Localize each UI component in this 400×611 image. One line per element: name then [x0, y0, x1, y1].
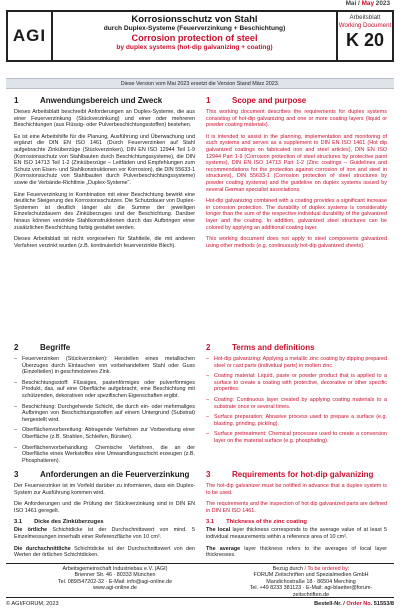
- section-3-text-en: [206, 483, 387, 564]
- paragraph: This working document does not apply to steel components galvanized using other methods (e.g. continuously hot-dip galvanized sheets).: [206, 236, 387, 249]
- section-2-heading-de: 2 Begriffe: [14, 343, 71, 352]
- list-item: – Beschichtungsstoff: Flüssiges, pastenförmiges oder pulverförmiges Produkt, das, auf eine Oberfläche aufgebracht, eine Beschichtung mit schützenden, dekorativen oder spezifischen Eigenschaften ergibt.: [14, 380, 195, 400]
- paragraph: Dieses Arbeitsblatt beschreibt Anforderungen an Duplex-Systeme, die aus einer Feuerverzinkung (Stückverzinkung) und einer oder mehreren Beschichtungen (aus Flüssig- oder Pulverbeschichtungsstoffen) bestehen.: [14, 109, 195, 129]
- agi-logo: AGI: [6, 10, 53, 62]
- section-2-list-en: [206, 356, 387, 449]
- sheet-id-box: [336, 10, 394, 62]
- paragraph: Eine Feuerverzinkung in Kombination mit einer Beschichtung bewirkt eine deutliche Steigerung des Korrosionsschutzes. Die Schutzdauer von Duplex-Systemen ist deutlich länger als die Summe der jeweiligen Einzelschutzdauern des Zinküberzuges und der Beschichtung. Darüber hinaus können verzinkte Stahlkonstruktionen durch das Aufbringen einer zusätzlichen Beschichtung farbig gestaltet werden.: [14, 191, 195, 231]
- sheet-label-de: Arbeitsblatt: [349, 14, 381, 21]
- paragraph: Hot-dip galvanizing combined with a coating provides a significant increase in corrosion protection. The durability of duplex systems is considerably longer than the sum of the respective individual durability of the galvanized layer and the coating. In addition, galvanized steel structures can be colored by applying an additional coating layer.: [206, 198, 387, 231]
- paragraph: This working document describes the requirements for duplex systems consisting of hot-dip galvanizing and one or more coating layers (liquid or powder coating materials).: [206, 109, 387, 129]
- list-item: – Surface pretreatment: Chemical processes used to create a conversion layer on the material surface (e.g. phosphating).: [206, 431, 387, 444]
- list-item: – Coating: Continuous layer created by applying coating materials to a substrate once or several times.: [206, 397, 387, 410]
- section-1-heading-en: 1 Scope and purpose: [206, 96, 307, 105]
- subtitle-en: by duplex systems (hot-dip galvanizing + coating): [116, 44, 273, 51]
- ordering-info: Bezug durch / To be ordered by: FORUM Zeitschriften und Spezialmedien GmbH Mandichostraße 18 · 86504 Merching Tel. +49 8233 381123 · E-Mail: agi-blaetter@forum-zeitschriften.de: [249, 566, 373, 598]
- title-block: [53, 10, 336, 62]
- document-header: [6, 10, 394, 62]
- paragraph: The requirements and the inspection of hot dip galvanized parts are defined in DIN EN ISO 1461.: [206, 501, 387, 514]
- list-item: – Surface preparation: Abrasive process used to prepare a surface (e.g. blasting, grinding, pickling).: [206, 414, 387, 427]
- page-bottom-line: [6, 601, 394, 607]
- subsection-3-1-heading-de: 3.1 Dicke des Zinküberzuges: [14, 519, 104, 526]
- order-number: Bestell-Nr. / Order No. 51553/8: [314, 601, 394, 607]
- title-en: Corrosion protection of steel: [131, 33, 258, 43]
- section-1-text-de: [14, 109, 195, 254]
- subsection-3-1-heading-en: 3.1 Thickness of the zinc coating: [206, 519, 307, 526]
- section-3-heading-de: 3 Anforderungen an die Feuerverzinkung: [14, 470, 190, 479]
- list-item: – Coating material: Liquid, paste or powder product that is applied to a surface to create a coating with protective, decorative or other specific properties.: [206, 373, 387, 393]
- publisher-website-link[interactable]: www.agi-online.de: [93, 585, 137, 592]
- paragraph: Es ist eine Arbeitshilfe für die Planung, Ausführung und Überwachung und ergänzt die DIN EN ISO 1461 (Durch Feuerverzinken auf Stahl aufgebrachte Zinküberzüge (Stückverzinken), DIN EN ISO 12944 Teil 1-9 (Korrosionsschutz von Stahlbauten durch Beschichtungssysteme), die DIN EN ISO 14713 Teil 1-2 (Zinküberzüge – Leitfäden und Empfehlungen zum Schutz von Eisen- und Stahlkonstruktionen vor Korrosion), die DIN 55633-1 (Korrosionsschutz von Stahlbauten durch Pulverbeschichtungssysteme) sowie die Verbände-Richtlinie „Duplex-Systeme“.: [14, 133, 195, 186]
- section-1-text-en: [206, 109, 387, 254]
- sheet-code: K 20: [345, 30, 385, 50]
- list-item: – Feuerverzinken (Stückverzinken): Herstellen eines metallischen Überzuges durch Eintauchen von vorbehandeltem Stahl oder Guss (Einzelteilen) in geschmolzenes Zink.: [14, 356, 195, 376]
- list-item: – Oberflächenvorbereitung: Abtragende Verfahren zur Vorbereitung einer Oberfläche (z.B. Strahlen, Schleifen, Bürsten).: [14, 427, 195, 440]
- title-de: Korrosionsschutz von Stahl: [131, 14, 258, 25]
- paragraph: The local layer thickness corresponds to the average value of at least 5 individual measurements within a reference area of 10 cm².: [206, 527, 387, 540]
- section-1-heading-de: 1 Anwendungsbereich und Zweck: [14, 96, 163, 105]
- paragraph: Die durchschnittliche Schichtdicke ist der Durchschnittswert von den Werten der örtlichen Schichtdicken.: [14, 545, 195, 559]
- list-item: – Beschichtung: Durchgehende Schicht, die durch ein- oder mehrmaliges Aufbringen von Beschichtungsstoffen auf einem Untergrund (Substrat) hergestellt wird.: [14, 404, 195, 424]
- list-item: – Hot-dip galvanizing: Applying a metallic zinc coating by dipping prepared steel or cast parts (individual parts) in molten zinc.: [206, 356, 387, 369]
- section-3-text-de: [14, 483, 195, 564]
- publisher-footer: [6, 563, 394, 598]
- paragraph: Dieses Arbeitsblatt ist nicht vorgesehen für Stahlteile, die mit anderen Verfahren verzinkt wurden (z.B. kontinuierlich feuerverzinkte Blech).: [14, 236, 195, 249]
- publisher-info: Arbeitsgemeinschaft Industriebau e.V. (AGI) Brienner Str. 46 · 80333 München Tel. 089/547202-32 · E-Mail: info@agi-online.de www.agi-online.de: [40, 566, 190, 592]
- paragraph: It is intended to assist in the planning, implementation and monitoring of such systems and serves as a supplement to DIN EN ISO 1461 (Hot dip galvanized coatings on fabricated iron and steel articles), DIN EN ISO 12944 Part 1-9 (Corrosion protection of steel structures by protective paint systems), DIN EN ISO 14713 Part 1-2 (Zinc coatings – Guidelines and recommendations for the protection against corrosion of iron and steel in structures), DIN 55633-1 (Corrosion protection of steel structures by powder coating systems) and the guideline on duplex systems issued by several German specialist associations.: [206, 133, 387, 193]
- paragraph: Der Feuerverzinker ist im Vorfeld darüber zu informieren, dass ein Duplex-System zur Ausführung kommen wird.: [14, 483, 195, 496]
- list-item: – Oberflächenvorbehandlung: Chemische Verfahren, die an der Oberfläche eines Werkstoffes eine Umwandlungsschicht erzeugen (z.B. Phosphatieren).: [14, 445, 195, 465]
- paragraph: The average layer thickness refers to the averages of local layer thicknesses.: [206, 545, 387, 559]
- section-2-list-de: [14, 356, 195, 468]
- section-2-heading-en: 2 Terms and definitions: [206, 343, 315, 352]
- version-notice: Diese Version vom Mai 2023 ersetzt die Version Stand März 2023.: [6, 78, 394, 89]
- subtitle-de: durch Duplex-Systeme (Feuerverzinkung + Beschichtung): [103, 25, 286, 32]
- section-3-heading-en: 3 Requirements for hot-dip galvanizing: [206, 470, 374, 479]
- copyright: © AGI/FORUM, 2023: [6, 601, 59, 607]
- sheet-label-en: Working Document: [338, 21, 392, 29]
- issue-date: Mai / May 2023: [345, 0, 390, 7]
- paragraph: Die Anforderungen und die Prüfung der Stückverzinkung sind in DIN EN ISO 1461 geregelt.: [14, 501, 195, 514]
- paragraph: Die örtliche Schichtdicke ist der Durchschnittswert von mind. 5 Einzelmessungen innerhalb einer Referenzfläche von 10 cm².: [14, 527, 195, 540]
- paragraph: The hot-dip galvanizer must be notified in advance that a duplex system is to be used.: [206, 483, 387, 496]
